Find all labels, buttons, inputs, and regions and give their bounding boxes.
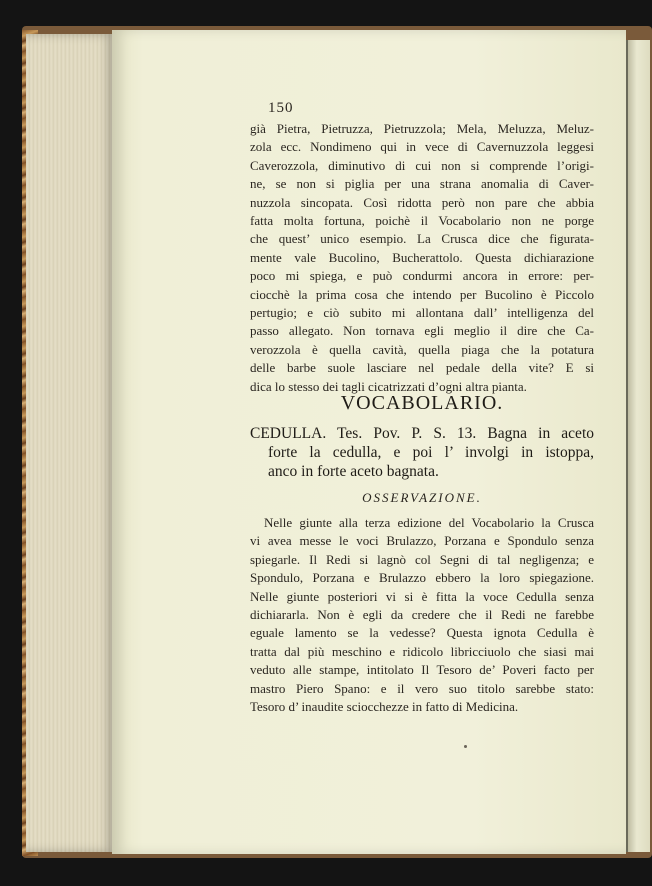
- entry-line: anco in forte aceto bagnata.: [268, 463, 439, 480]
- text-line: già Pietra, Pietruzza, Pietruzzola; Mela, Meluzza, Meluz-: [250, 121, 594, 136]
- page-stack-edge: [26, 34, 114, 852]
- paragraph-caverozzola: [250, 120, 594, 396]
- text-line: dichiararla. Non è egli da credere che il Redi ne farebbe: [250, 607, 594, 623]
- text-line: verozzola è quella cavità, quella piaga che la potatura: [250, 341, 594, 357]
- dictionary-entry: [250, 424, 594, 481]
- section-heading: VOCABOLARIO.: [340, 392, 504, 414]
- entry-line: forte la cedulla, e poi l’ involgi in istoppa,: [268, 444, 594, 461]
- text-line: passo allegato. Non tornava egli meglio il dire che Ca-: [250, 323, 594, 339]
- entry-line: CEDULLA. Tes. Pov. P. S. 13. Bagna in aceto: [250, 425, 594, 442]
- text-line: veduto alle stampe, intitolato Il Tesoro de’ Poveri facto per: [250, 662, 594, 678]
- text-line: Nelle giunte posteriori vi si è fitta la voce Cedulla senza: [250, 588, 594, 604]
- text-line: che quest’ unico esempio. La Crusca dice che figurata-: [250, 231, 594, 247]
- ink-speck: [464, 745, 467, 748]
- text-line: Tesoro d’ inaudite sciocchezze in fatto di Medicina.: [250, 699, 519, 715]
- text-line: mastro Piero Spano: e il vero suo titolo sarebbe stato:: [250, 680, 594, 696]
- text-line: pertugio; e ciò subito mi allontana dall’ intelligenza del: [250, 305, 594, 321]
- text-line: nuzzola sincopata. Così ridotta però non pare che abbia: [250, 194, 594, 210]
- text-line: spiegarle. Il Redi si lagnò col Segni di tal negligenza; e: [250, 551, 594, 567]
- text-line: vi avea messe le voci Brulazzo, Porzana e Spondulo senza: [250, 533, 594, 549]
- text-line: Caverozzola, diminutivo di cui non si comprende l’origi-: [250, 157, 594, 173]
- text-line: eguale lamento se la vedesse? Questa ignota Cedulla è: [250, 625, 594, 641]
- text-line: ne, se non si piglia per una strana anomalia di Caver-: [250, 176, 594, 192]
- text-line: zola ecc. Nondimeno qui in vece di Cavernuzzola leggesi: [250, 139, 594, 155]
- text-line: ciocchè la prima cosa che intendo per Bucolino è Piccolo: [250, 286, 594, 302]
- text-line: poco mi spiega, e può condurmi ancora in errore: per-: [250, 268, 594, 284]
- paragraph-observation: [250, 514, 594, 716]
- text-line: Nelle giunte alla terza edizione del Vocabolario la Crusca: [264, 515, 594, 530]
- text-line: mente vale Bucolino, Bucherattolo. Questa dichiarazione: [250, 249, 594, 265]
- facing-page-edge: [626, 40, 650, 852]
- text-line: delle barbe suole lasciare nel pedale della vite? E si: [250, 360, 594, 376]
- text-line: dica lo stesso dei tagli cicatrizzati d’ogni altra pianta.: [250, 378, 527, 394]
- text-line: tratta dal più meschino e ridicolo libricciuolo che siasi mai: [250, 643, 594, 659]
- text-line: fatta molta fortuna, poichè il Vocabolario non ne porge: [250, 213, 594, 229]
- observation-heading: OSSERVAZIONE.: [362, 490, 482, 505]
- text-line: Spondulo, Porzana e Brulazzo ebbero la loro spiegazione.: [250, 570, 594, 586]
- page-number: 150: [268, 100, 294, 116]
